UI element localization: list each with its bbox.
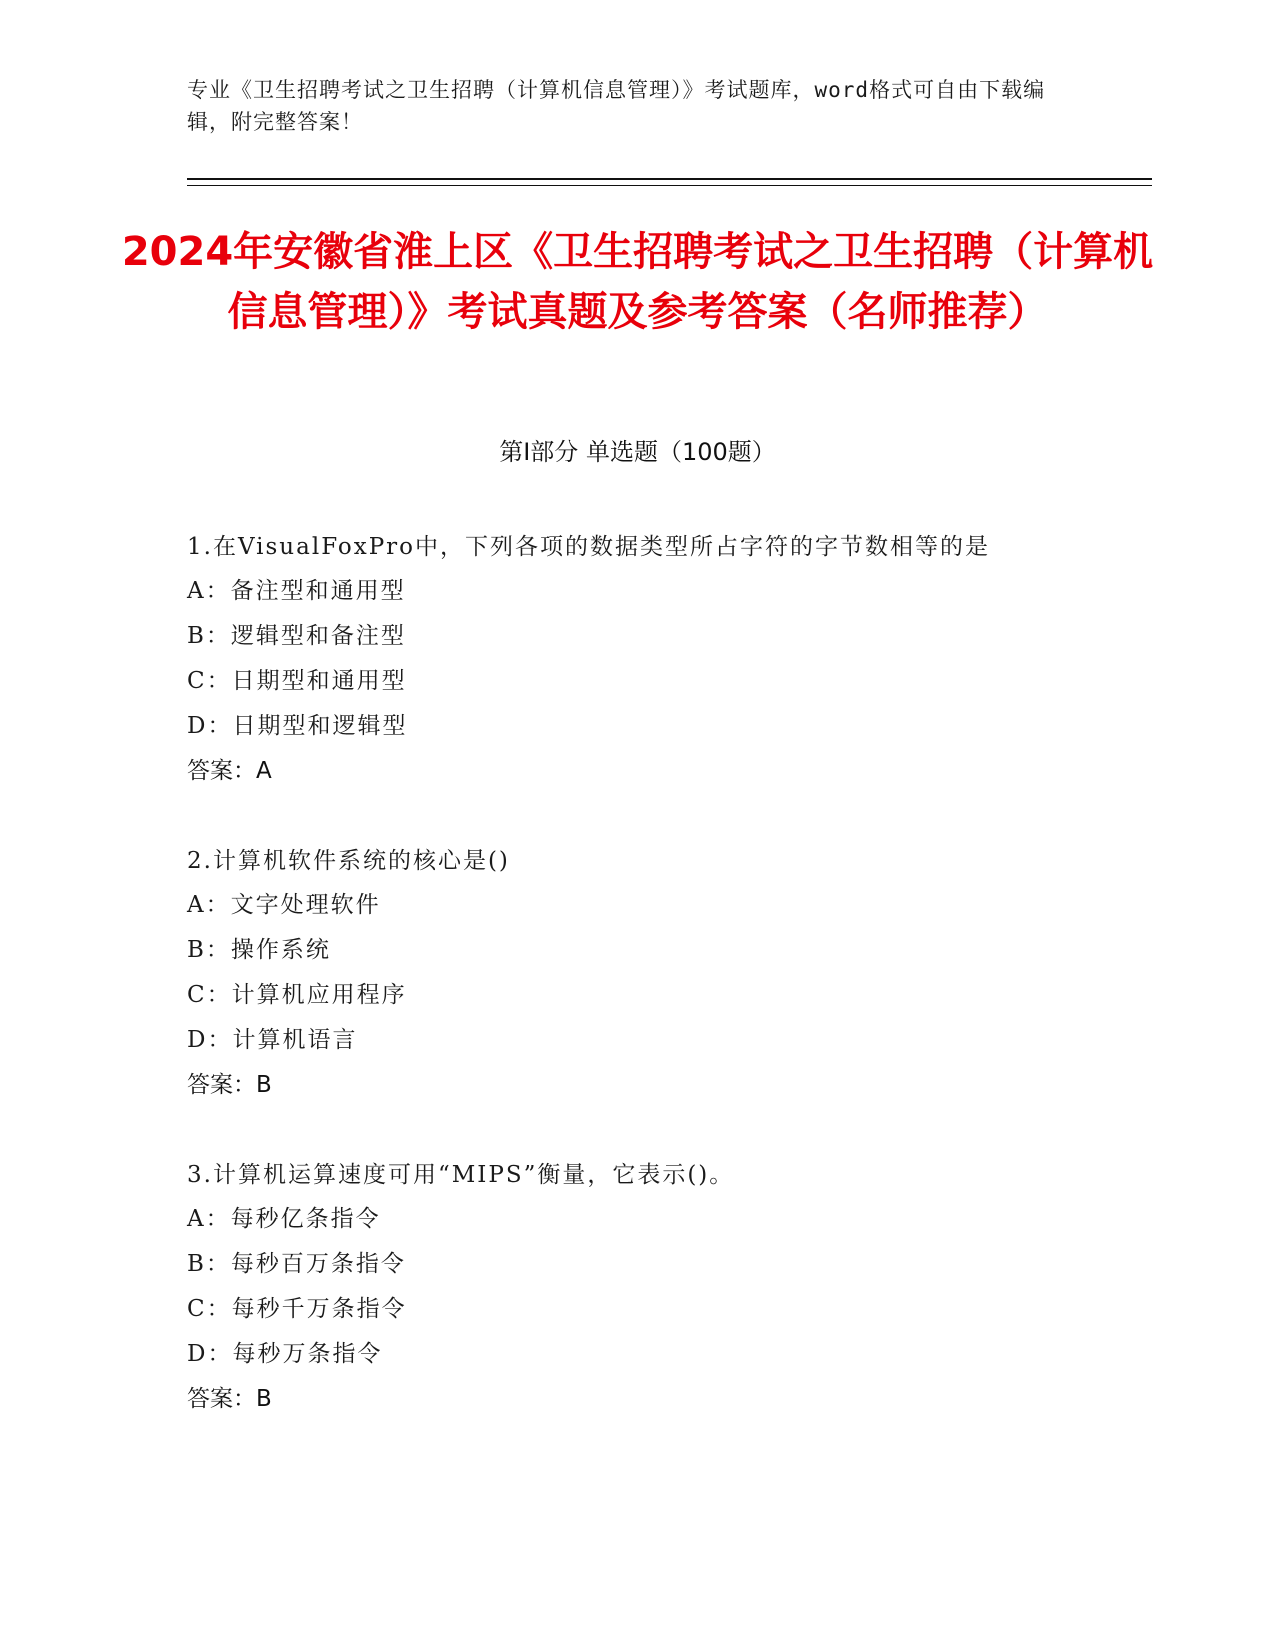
option-a: A：备注型和通用型 bbox=[187, 578, 406, 604]
option-a: A：每秒亿条指令 bbox=[187, 1206, 381, 1232]
option-b: B：逻辑型和备注型 bbox=[187, 623, 406, 649]
answer-line: 答案：A bbox=[187, 758, 272, 784]
option-c: C：计算机应用程序 bbox=[187, 982, 407, 1008]
option-a: A：文字处理软件 bbox=[187, 892, 381, 918]
question-stem: 1.在VisualFoxPro中，下列各项的数据类型所占字符的字节数相等的是 bbox=[187, 534, 991, 560]
question-list bbox=[187, 525, 1087, 1467]
option-d: D：计算机语言 bbox=[187, 1027, 358, 1053]
option-c: C：日期型和通用型 bbox=[187, 668, 407, 694]
question-2 bbox=[187, 839, 1087, 1108]
question-stem: 2.计算机软件系统的核心是() bbox=[187, 848, 510, 874]
question-stem: 3.计算机运算速度可用“MIPS”衡量，它表示()。 bbox=[187, 1162, 735, 1188]
header-divider-thin bbox=[187, 185, 1152, 186]
option-d: D：每秒万条指令 bbox=[187, 1341, 383, 1367]
section-heading: 第Ⅰ部分 单选题（100题） bbox=[499, 438, 776, 466]
header-note: 专业《卫生招聘考试之卫生招聘（计算机信息管理）》考试题库，word格式可自由下载编辑，附完整答案！ bbox=[187, 78, 1046, 134]
option-d: D：日期型和逻辑型 bbox=[187, 713, 408, 739]
option-b: B：每秒百万条指令 bbox=[187, 1251, 406, 1277]
question-3 bbox=[187, 1153, 1087, 1422]
answer-line: 答案：B bbox=[187, 1386, 272, 1412]
document-title: 2024年安徽省淮上区《卫生招聘考试之卫生招聘（计算机信息管理）》考试真题及参考答案（名师推荐） bbox=[121, 229, 1154, 335]
option-b: B：操作系统 bbox=[187, 937, 331, 963]
header-divider-thick bbox=[187, 178, 1152, 180]
answer-line: 答案：B bbox=[187, 1072, 272, 1098]
question-1 bbox=[187, 525, 1087, 794]
option-c: C：每秒千万条指令 bbox=[187, 1296, 407, 1322]
